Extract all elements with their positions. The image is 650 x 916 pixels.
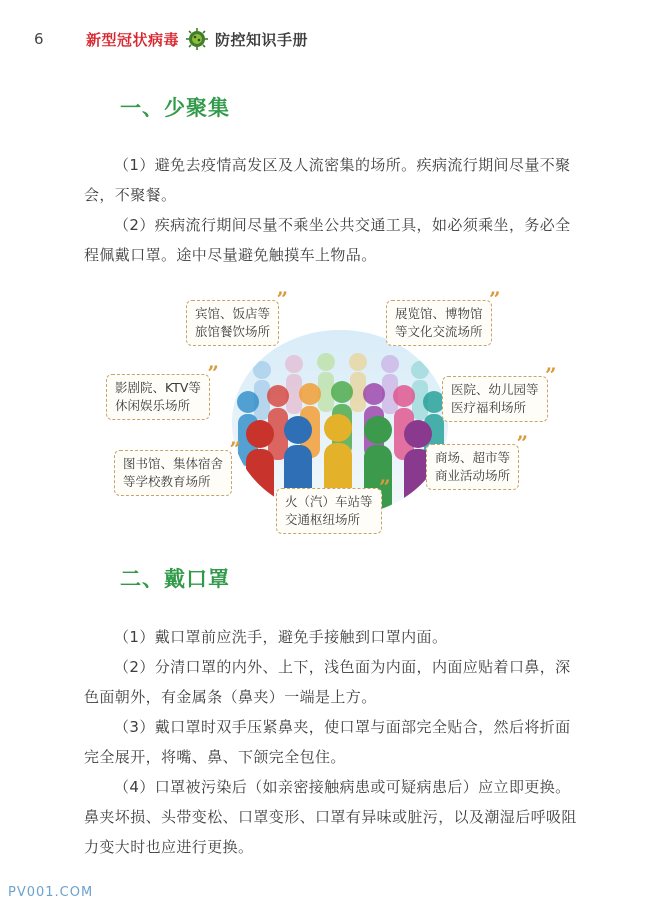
paragraph: （2）疾病流行期间尽量不乘坐公共交通工具，如必须乘坐，务必全程佩戴口罩。途中尽量避免触摸车上物品。: [84, 216, 571, 264]
callout-line: 火（汽）车站等: [285, 494, 373, 509]
paragraph: （1）戴口罩前应洗手，避免手接触到口罩内面。: [114, 628, 448, 646]
callout-line: 医院、幼儿园等: [451, 382, 539, 397]
section-heading-mask: 二、戴口罩: [120, 567, 230, 591]
callout-line: 宾馆、饭店等: [195, 306, 271, 321]
callout-line: 商场、超市等: [435, 450, 511, 465]
section2-body: [84, 622, 584, 862]
section1-body: [84, 150, 584, 270]
callout-hospitals: [442, 363, 557, 422]
quote-mark-icon: ”: [545, 363, 557, 387]
callout-libraries: [114, 437, 242, 496]
quote-mark-icon: ”: [489, 287, 501, 311]
callout-stations: [276, 475, 391, 534]
section-heading-gathering: 一、少聚集: [120, 96, 230, 120]
paragraph: （4）口罩被污染后（如亲密接触病患或可疑病患后）应立即更换。鼻夹坏损、头带变松、口罩变形、口罩有异味或脏污，以及潮湿后呼吸阻力变大时也应进行更换。: [84, 778, 577, 856]
watermark: PV001.COM: [8, 885, 94, 900]
paragraph: （1）避免去疫情高发区及人流密集的场所。疾病流行期间尽量不聚会，不聚餐。: [84, 156, 571, 204]
callout-line: 交通枢纽场所: [285, 512, 361, 527]
callout-line: 医疗福利场所: [451, 400, 527, 415]
quote-mark-icon: ”: [207, 361, 219, 385]
quote-mark-icon: ”: [516, 431, 529, 455]
callout-line: 影剧院、KTV等: [115, 380, 201, 395]
quote-mark-icon: ”: [379, 475, 391, 499]
callout-line: 图书馆、集体宿舍: [123, 456, 224, 471]
callout-line: 休闲娱乐场所: [115, 398, 191, 413]
callout-line: 等文化交流场所: [395, 324, 483, 339]
quote-mark-icon: ”: [276, 287, 289, 311]
page-number: 6: [34, 30, 44, 48]
callout-malls: [426, 431, 529, 490]
quote-mark-icon: ”: [229, 437, 242, 461]
callout-line: 等学校教育场所: [123, 474, 211, 489]
paragraph: （3）戴口罩时双手压紧鼻夹，使口罩与面部完全贴合，然后将折面完全展开，将嘴、鼻、下颌完全包住。: [84, 718, 571, 766]
callout-line: 展览馆、博物馆: [395, 306, 483, 321]
header-title-red: 新型冠状病毒: [86, 30, 180, 49]
callout-line: 商业活动场所: [435, 468, 511, 483]
callout-museums: [386, 287, 501, 346]
virus-icon: [185, 27, 209, 51]
crowded-places-figure: [100, 287, 580, 542]
paragraph: （2）分清口罩的内外、上下，浅色面为内面，内面应贴着口鼻，深色面朝外，有金属条（鼻夹）一端是上方。: [84, 658, 571, 706]
running-header: [86, 27, 308, 51]
callout-hotels: [186, 287, 289, 346]
callout-line: 旅馆餐饮场所: [195, 324, 271, 339]
header-title-dark: 防控知识手册: [215, 30, 309, 49]
callout-cinemas: [106, 361, 219, 420]
